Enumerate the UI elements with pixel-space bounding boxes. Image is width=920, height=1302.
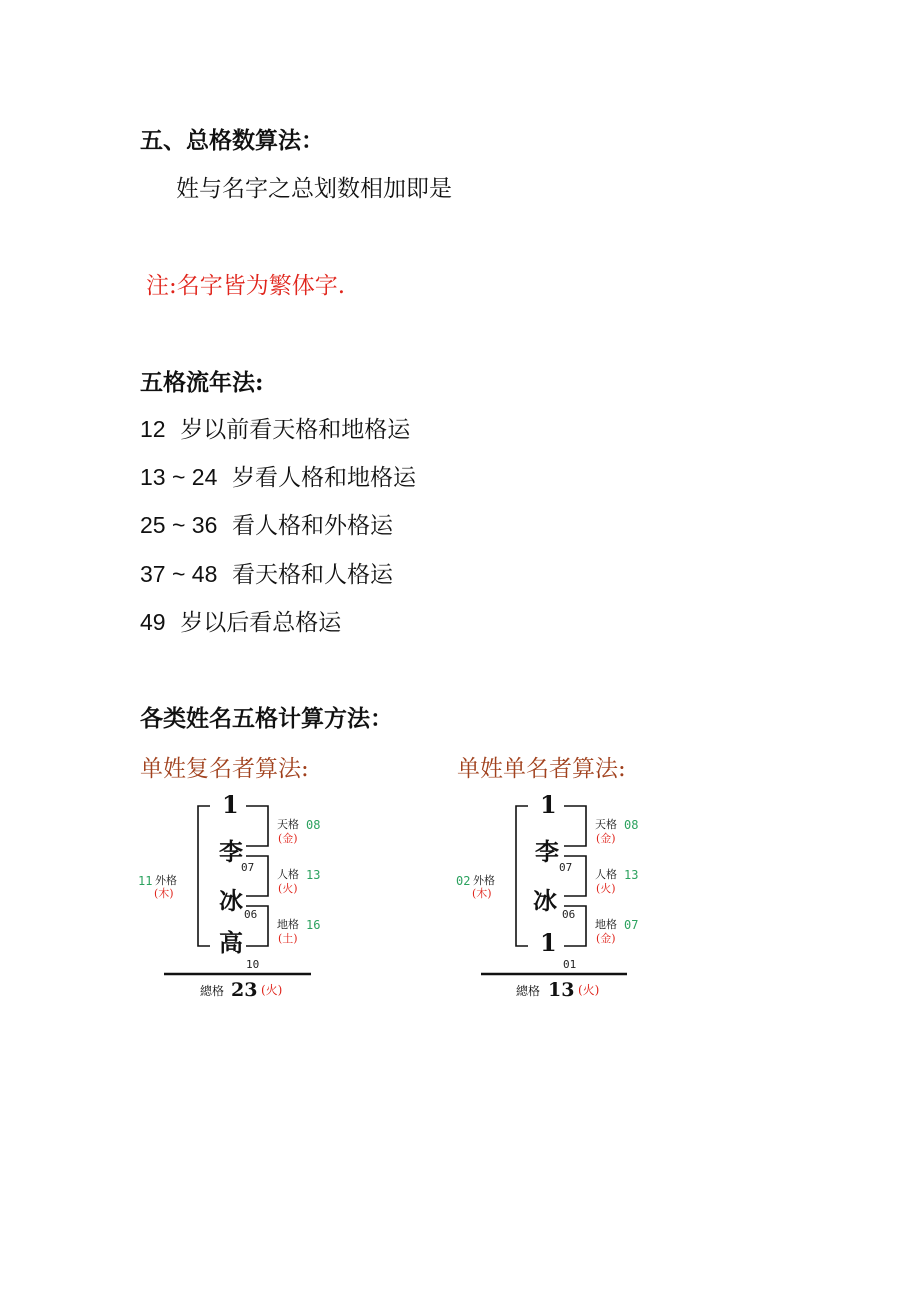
traditional-chars-note: 注:名字皆为繁体字.: [146, 273, 346, 299]
right-method-subtitle: 单姓单名者算法:: [457, 756, 626, 782]
flow-line: [140, 459, 416, 492]
section-title-methods: 各类姓名五格计算方法：: [140, 705, 393, 732]
flow-line: [140, 604, 341, 637]
tian-ge-label: 天格: [595, 818, 617, 831]
wai-ge-label: 外格: [473, 874, 495, 887]
stroke-count: 07: [559, 861, 573, 874]
stroke-count: 01: [563, 958, 577, 971]
wai-ge-label: 外格: [155, 874, 177, 887]
char-given-1: 冰: [219, 886, 243, 915]
di-ge-element: (金): [596, 932, 616, 945]
flow-age: 37 ~ 48: [140, 561, 218, 587]
zong-ge-label: 總格: [516, 984, 541, 998]
zong-ge-value: 23: [231, 979, 258, 1001]
flow-text: 看天格和人格运: [232, 562, 394, 588]
zong-ge-element: (火): [261, 983, 283, 997]
wuge-diagram-left: [135, 790, 335, 1020]
tian-ge-element: (金): [596, 832, 616, 845]
di-ge-value: 16: [306, 918, 321, 932]
wai-ge-value: 02: [456, 874, 471, 888]
char-given-1: 冰: [533, 886, 557, 915]
tian-ge-label: 天格: [277, 818, 299, 831]
flow-age: 49: [140, 609, 166, 635]
wai-ge-element: (木): [472, 887, 492, 900]
stroke-count: 06: [244, 908, 258, 921]
ren-ge-value: 13: [306, 868, 321, 882]
flow-text: 岁看人格和地格运: [232, 465, 417, 491]
section-title-flow: 五格流年法:: [140, 369, 264, 396]
flow-text: 岁以后看总格运: [180, 610, 342, 636]
section-title-total: 五、总格数算法：: [140, 127, 324, 154]
di-ge-label: 地格: [595, 918, 617, 931]
ren-ge-label: 人格: [595, 868, 617, 881]
flow-age: 25 ~ 36: [140, 512, 218, 538]
zong-ge-label: 總格: [200, 984, 225, 998]
zong-ge-element: (火): [578, 983, 600, 997]
stroke-count: 10: [246, 958, 260, 971]
flow-line: [140, 507, 393, 540]
char-surname: 李: [219, 837, 243, 866]
char-surname-offset: 1: [540, 790, 557, 819]
left-method-subtitle: 单姓复名者算法:: [140, 756, 309, 782]
char-surname: 李: [535, 837, 559, 866]
tian-ge-value: 08: [306, 818, 321, 832]
stroke-count: 06: [562, 908, 576, 921]
flow-line: [140, 556, 393, 589]
flow-text: 岁以前看天格和地格运: [180, 417, 411, 443]
ren-ge-value: 13: [624, 868, 639, 882]
flow-age: 13 ~ 24: [140, 464, 218, 490]
ren-ge-label: 人格: [277, 868, 299, 881]
flow-line: [140, 411, 410, 444]
di-ge-element: (土): [278, 932, 298, 945]
section-body-total: 姓与名字之总划数相加即是: [176, 176, 452, 202]
stroke-count: 07: [241, 861, 255, 874]
di-ge-label: 地格: [277, 918, 299, 931]
di-ge-value: 07: [624, 918, 639, 932]
zong-ge-value: 13: [548, 979, 575, 1001]
wuge-diagram-right: [453, 790, 653, 1020]
tian-ge-value: 08: [624, 818, 639, 832]
char-surname-offset: 1: [222, 790, 239, 819]
ren-ge-element: (火): [596, 882, 616, 895]
tian-ge-element: (金): [278, 832, 298, 845]
ren-ge-element: (火): [278, 882, 298, 895]
char-given-2: 高: [219, 928, 243, 957]
wai-ge-element: (木): [154, 887, 174, 900]
wai-ge-value: 11: [138, 874, 153, 888]
char-given-offset: 1: [540, 928, 557, 957]
flow-text: 看人格和外格运: [232, 513, 394, 539]
flow-age: 12: [140, 416, 166, 442]
